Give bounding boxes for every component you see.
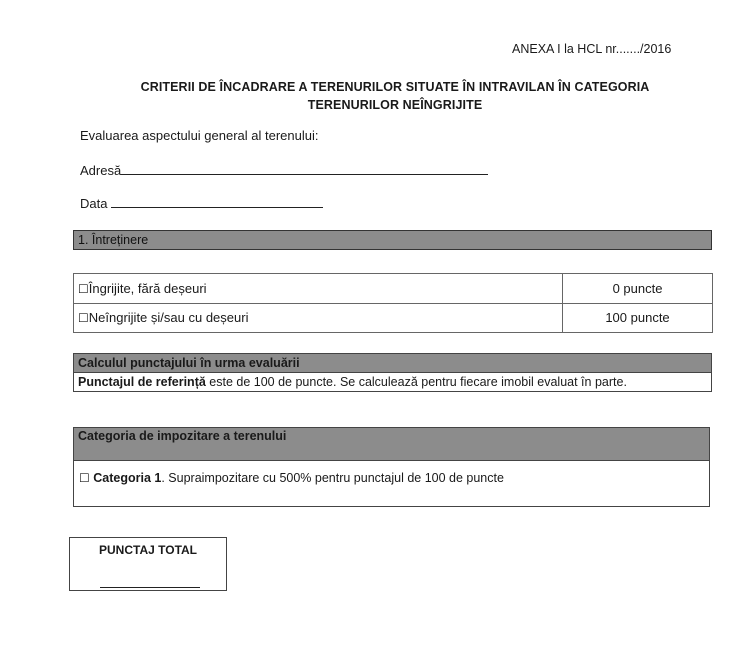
- total-score-box: [69, 537, 227, 591]
- date-label: Data: [80, 196, 108, 211]
- checkbox-icon[interactable]: ☐: [78, 311, 89, 326]
- address-line[interactable]: [121, 162, 488, 175]
- calculation-description: este de 100 de puncte. Se calculează pentru fiecare imobil evaluat în parte.: [205, 375, 627, 389]
- table-row: [74, 303, 713, 333]
- reference-score-label: Punctajul de referință: [78, 375, 206, 389]
- points-cell: 100 puncte: [563, 303, 713, 333]
- total-score-line[interactable]: [100, 587, 200, 588]
- calculation-header: Calculul punctajului în urma evaluării: [74, 354, 711, 373]
- category-section: [73, 427, 710, 507]
- table-row: [74, 274, 713, 304]
- intro-text: Evaluarea aspectului general al terenului:: [80, 128, 319, 143]
- category-description: . Supraimpozitare cu 500% pentru punctajul de 100 de puncte: [161, 471, 504, 485]
- category-header: Categoria de impozitare a terenului: [74, 428, 709, 461]
- option-cell[interactable]: [74, 274, 563, 304]
- maintenance-table: [73, 273, 713, 333]
- checkbox-icon[interactable]: ☐: [79, 471, 90, 485]
- address-field[interactable]: [80, 162, 488, 178]
- calculation-text: [74, 373, 711, 391]
- checkbox-icon[interactable]: ☐: [78, 281, 89, 296]
- annex-reference: ANEXA I la HCL nr......./2016: [512, 42, 672, 56]
- document-title: CRITERII DE ÎNCADRARE A TERENURILOR SITUATE ÎN INTRAVILAN ÎN CATEGORIA TERENURILOR NEÎNGRIJITE: [140, 80, 650, 112]
- points-cell: 0 puncte: [563, 274, 713, 304]
- option-label: Îngrijite, fără deșeuri: [88, 280, 207, 296]
- calculation-section: [73, 353, 712, 392]
- option-cell[interactable]: [74, 303, 563, 333]
- total-score-label: PUNCTAJ TOTAL: [99, 543, 197, 557]
- category-name: Categoria 1: [93, 471, 162, 485]
- section-maintenance-header: 1. Întreținere: [73, 230, 712, 250]
- address-label: Adresă: [80, 163, 122, 178]
- date-line[interactable]: [111, 195, 323, 208]
- date-field[interactable]: [80, 195, 323, 211]
- option-label: Neîngrijite și/sau cu deșeuri: [88, 310, 249, 326]
- category-option[interactable]: [74, 461, 709, 495]
